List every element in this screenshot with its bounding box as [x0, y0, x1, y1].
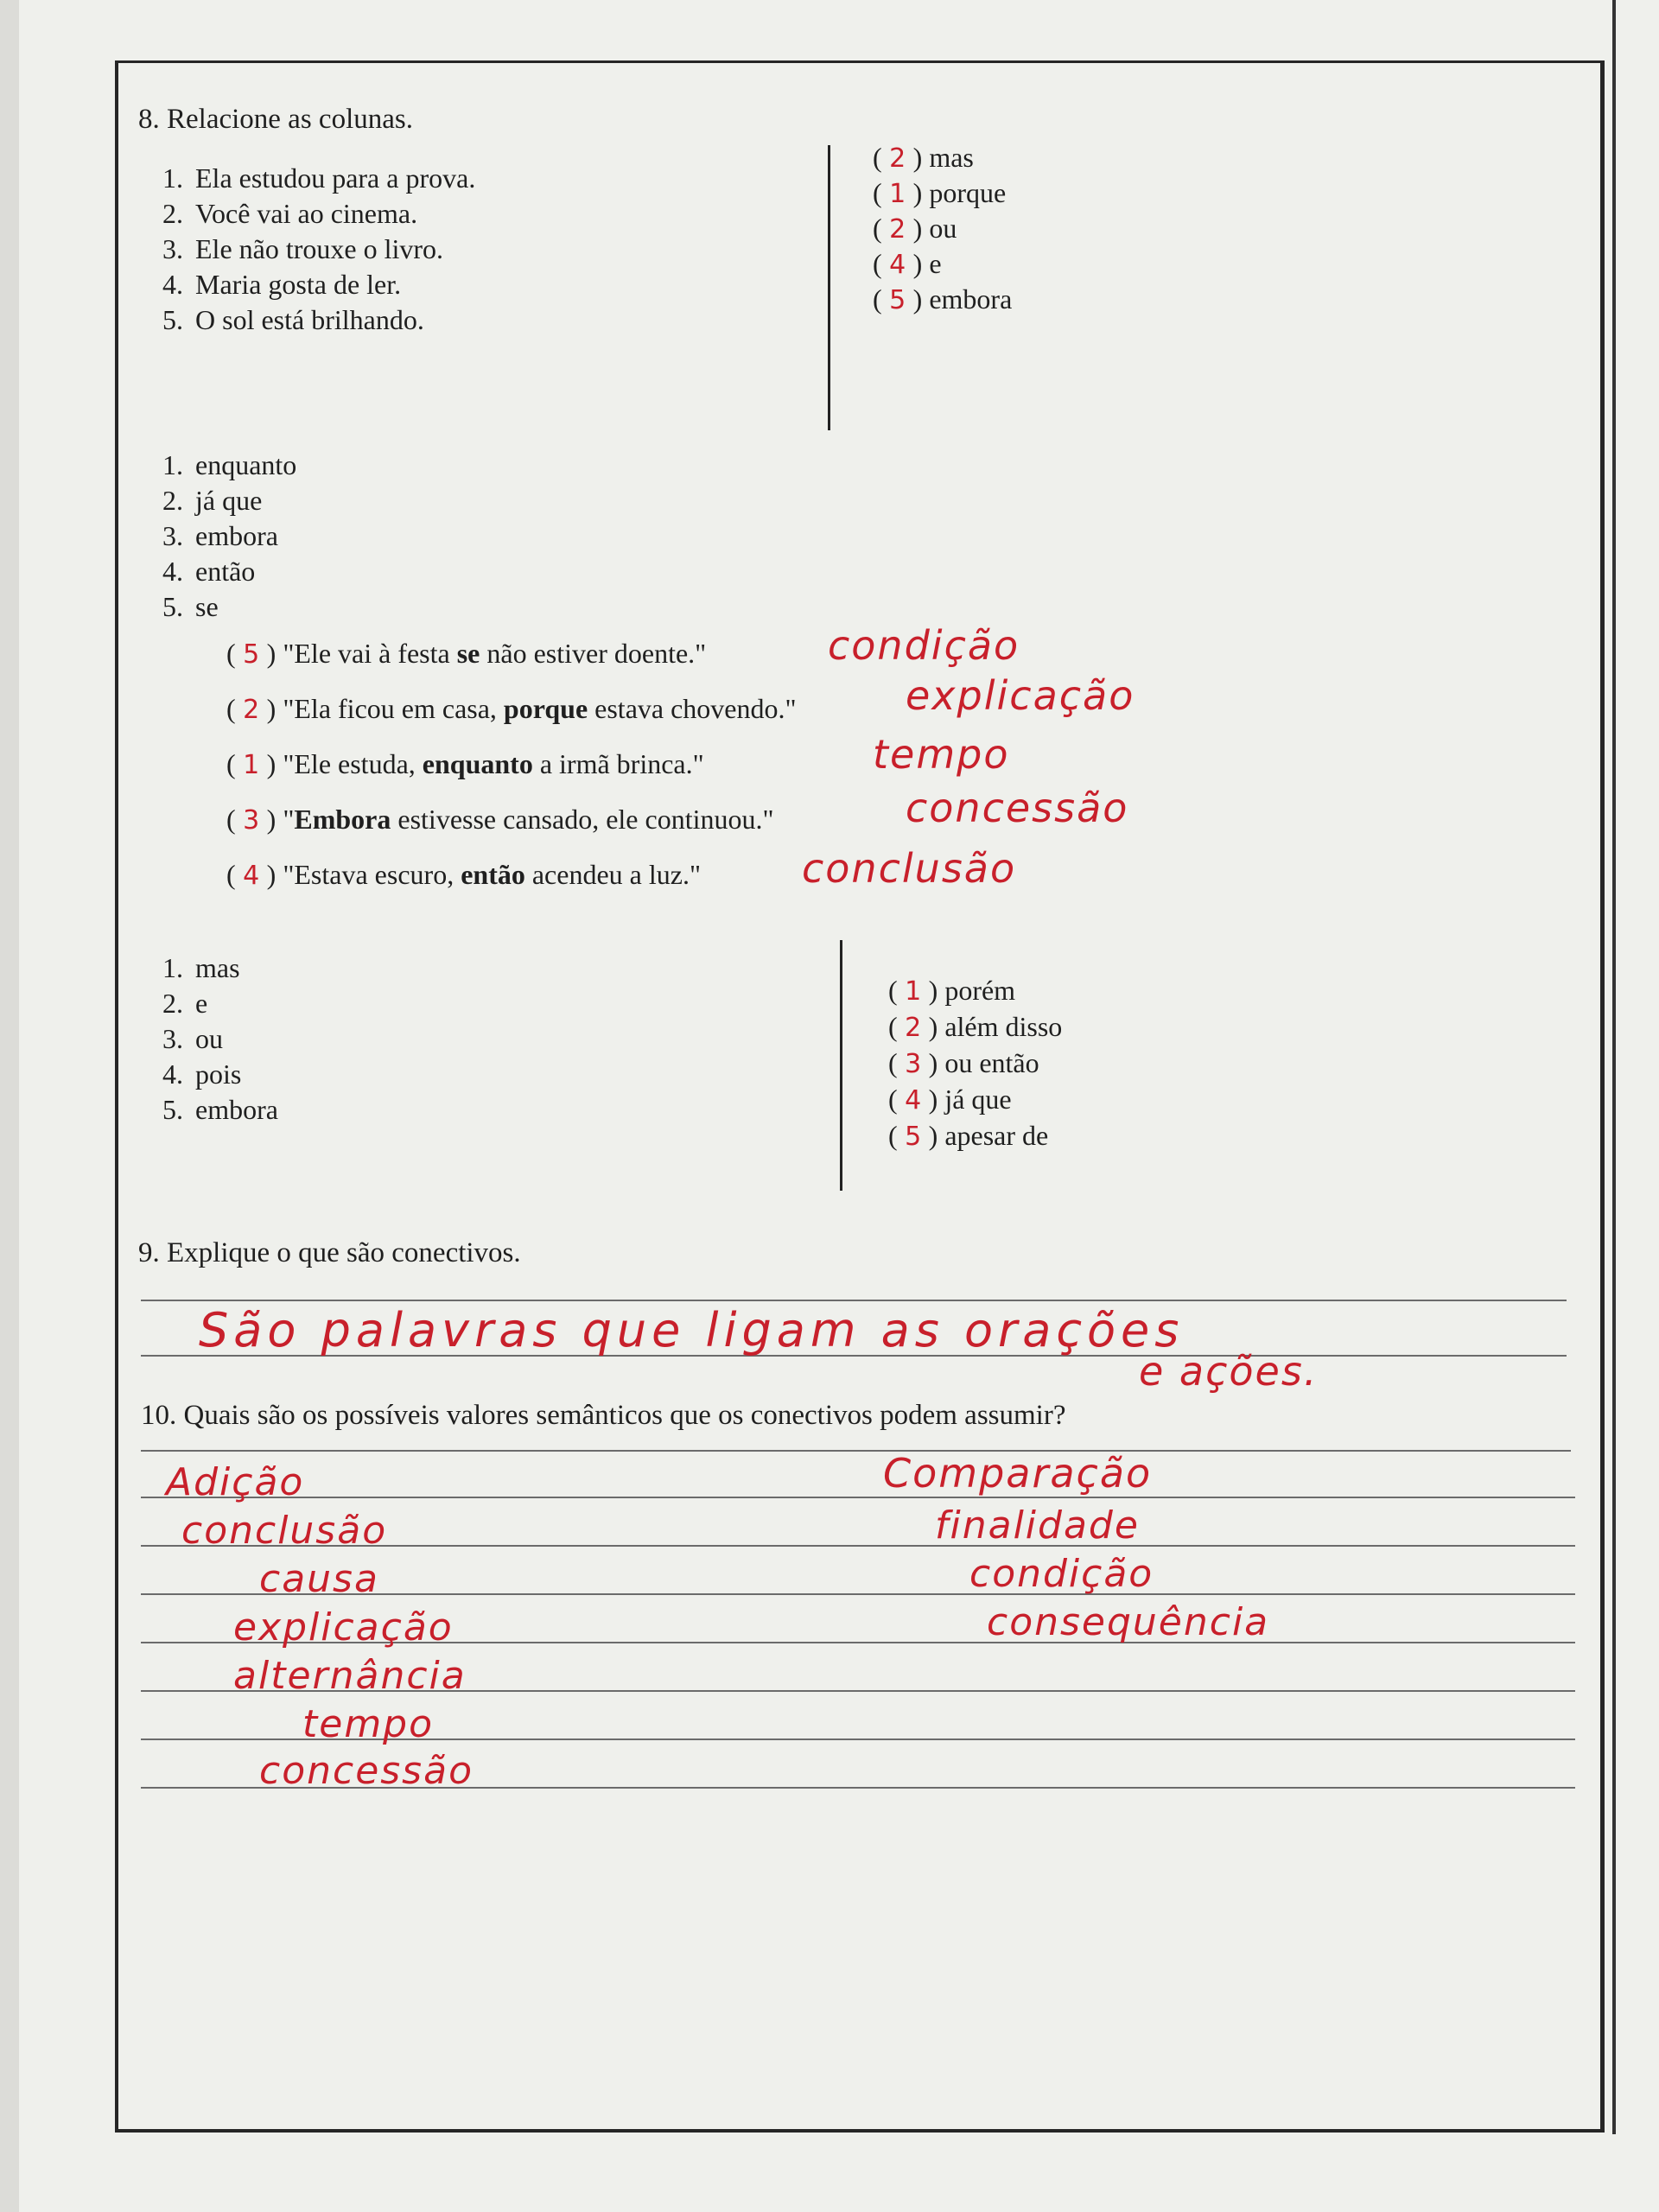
- answer-mark: 2: [889, 214, 906, 245]
- sentence-row: ( 5 ) "Ele vai à festa se não estiver doente.": [226, 638, 707, 670]
- q10-answer-left: causa: [259, 1557, 379, 1601]
- match-option: ( 2 ) além disso: [888, 1011, 1063, 1043]
- handwritten-answer: condição: [828, 622, 1020, 669]
- answer-mark: 5: [889, 285, 906, 315]
- q10-answer-right: finalidade: [935, 1503, 1140, 1548]
- q8-part2-list: [147, 449, 296, 626]
- handwritten-answer: explicação: [906, 672, 1135, 719]
- match-option: ( 1 ) porém: [888, 975, 1016, 1007]
- list-item: 3. embora: [162, 520, 278, 551]
- answer-mark: 2: [905, 1013, 922, 1043]
- answer-mark: 4: [905, 1085, 922, 1116]
- sentence-row: ( 3 ) "Embora estivesse cansado, ele continuou.": [226, 804, 774, 836]
- q10-answer-right: Comparação: [883, 1450, 1153, 1497]
- list-item: 2. Você vai ao cinema.: [162, 198, 418, 229]
- list-item: 1. Ela estudou para a prova.: [162, 162, 476, 194]
- list-item: 1. enquanto: [162, 449, 297, 480]
- q8-part1-right-list: [873, 142, 1012, 319]
- column-divider: [828, 145, 830, 430]
- q10-answer-left: tempo: [302, 1702, 435, 1746]
- q9-title: 9. Explique o que são conectivos.: [138, 1237, 521, 1268]
- match-option: ( 3 ) ou então: [888, 1047, 1039, 1079]
- handwritten-answer: conclusão: [802, 845, 1017, 892]
- q10-answer-left: concessão: [259, 1749, 474, 1793]
- q8-part3-right-list: [888, 975, 1062, 1156]
- page-frame: [115, 60, 1605, 2133]
- handwritten-answer: concessão: [906, 785, 1129, 831]
- q10-answer-left: conclusão: [181, 1509, 388, 1553]
- q8-part1-left-list: [147, 162, 475, 340]
- answer-mark: 3: [243, 805, 260, 836]
- answer-mark: 1: [889, 179, 906, 209]
- answer-line: [141, 1300, 1567, 1301]
- match-option: ( 1 ) porque: [873, 177, 1007, 209]
- sentence-row: ( 2 ) "Ela ficou em casa, porque estava chovendo.": [226, 693, 797, 725]
- answer-mark: 5: [243, 639, 260, 670]
- answer-mark: 5: [905, 1122, 922, 1152]
- list-item: 5. embora: [162, 1094, 278, 1125]
- answer-mark: 3: [905, 1049, 922, 1079]
- list-item: 3. ou: [162, 1023, 223, 1054]
- q10-answer-left: alternância: [233, 1654, 467, 1698]
- list-item: 5. O sol está brilhando.: [162, 304, 424, 335]
- match-option: ( 5 ) apesar de: [888, 1120, 1049, 1152]
- match-option: ( 5 ) embora: [873, 283, 1013, 315]
- list-item: 4. Maria gosta de ler.: [162, 269, 402, 300]
- outer-border-line: [1612, 0, 1616, 2134]
- q9-handwritten-answer-cont: e ações.: [1139, 1348, 1319, 1395]
- q10-answer-left: Adição: [166, 1460, 305, 1504]
- sentence-row: ( 1 ) "Ele estuda, enquanto a irmã brinca.": [226, 748, 704, 780]
- list-item: 5. se: [162, 591, 219, 622]
- answer-mark: 2: [889, 143, 906, 174]
- list-item: 2. e: [162, 988, 208, 1019]
- list-item: 3. Ele não trouxe o livro.: [162, 233, 444, 264]
- answer-mark: 1: [243, 750, 260, 780]
- handwritten-answer: tempo: [873, 731, 1010, 778]
- list-item: 4. pois: [162, 1058, 242, 1090]
- sentence-row: ( 4 ) "Estava escuro, então acendeu a luz.": [226, 859, 702, 891]
- q9-handwritten-answer: São palavras que ligam as orações: [199, 1303, 1185, 1357]
- q10-answer-right: consequência: [987, 1600, 1270, 1644]
- answer-mark: 4: [243, 861, 260, 891]
- answer-line: [141, 1497, 1575, 1498]
- q10-answer-right: condição: [969, 1552, 1154, 1596]
- match-option: ( 4 ) já que: [888, 1084, 1012, 1116]
- answer-mark: 2: [243, 695, 260, 725]
- q8-title: 8. Relacione as colunas.: [138, 104, 413, 135]
- column-divider: [840, 940, 842, 1191]
- list-item: 2. já que: [162, 485, 263, 516]
- match-option: ( 2 ) mas: [873, 142, 974, 174]
- answer-mark: 4: [889, 250, 906, 280]
- match-option: ( 4 ) e: [873, 248, 942, 280]
- q8-part2-sentences: [226, 638, 797, 914]
- list-item: 4. então: [162, 556, 256, 587]
- q10-title: 10. Quais são os possíveis valores semânticos que os conectivos podem assumir?: [141, 1400, 1066, 1431]
- answer-mark: 1: [905, 976, 922, 1007]
- match-option: ( 2 ) ou: [873, 213, 957, 245]
- answer-line: [141, 1450, 1571, 1452]
- q10-answer-left: explicação: [233, 1605, 454, 1649]
- q8-part3-left-list: [147, 952, 278, 1129]
- list-item: 1. mas: [162, 952, 240, 983]
